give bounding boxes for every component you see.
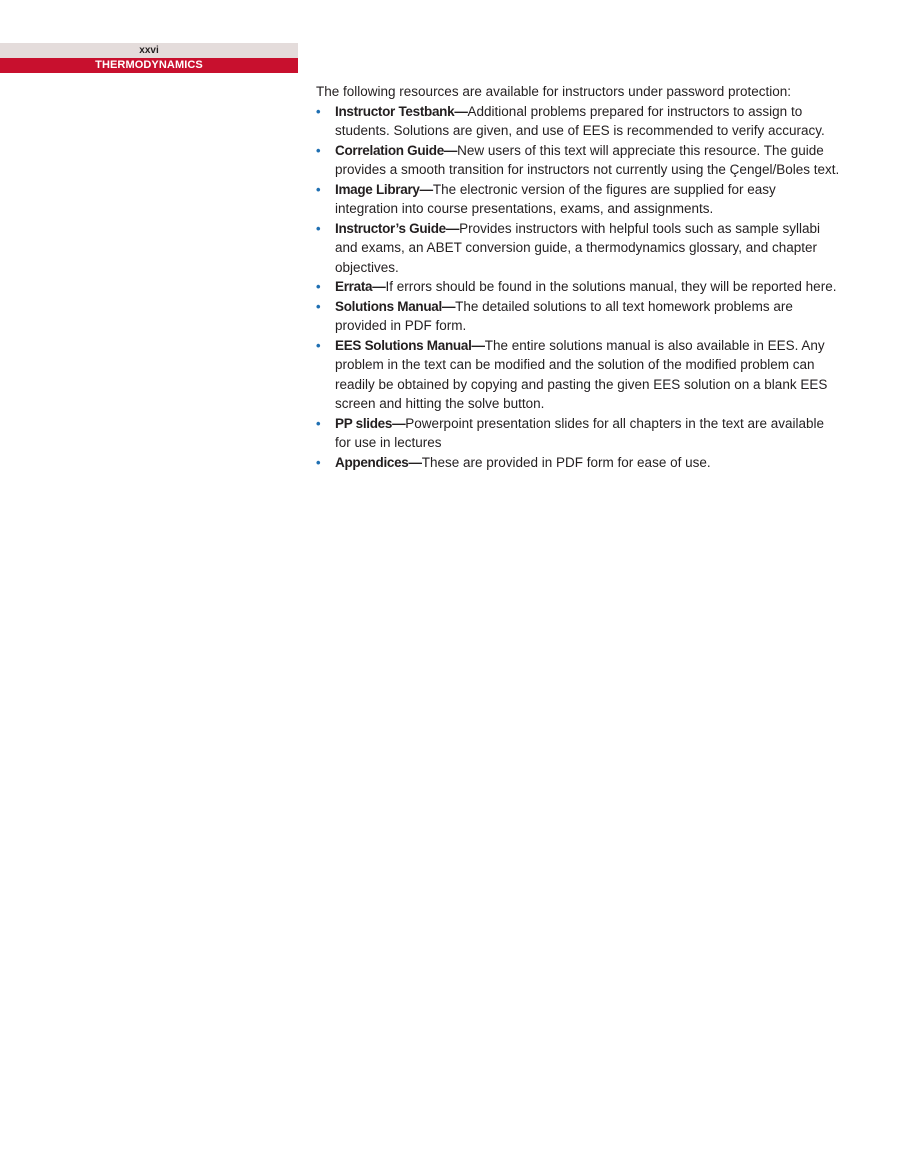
item-text: The electronic version of the figures are supplied for easy integration into course presentations, exams, and assignments. bbox=[335, 181, 776, 216]
list-item bbox=[316, 180, 840, 219]
list-item bbox=[316, 336, 840, 414]
list-item bbox=[316, 102, 840, 141]
item-term: Solutions Manual— bbox=[335, 298, 456, 314]
item-text: The detailed solutions to all text homework problems are provided in PDF form. bbox=[335, 298, 793, 333]
bullet-icon: • bbox=[316, 337, 321, 353]
main-content bbox=[316, 82, 840, 472]
list-item bbox=[316, 277, 840, 297]
bullet-icon: • bbox=[316, 415, 321, 431]
item-text: Provides instructors with helpful tools such as sample syllabi and exams, an ABET conversion guide, a thermodynamics glossary, and chapter objectives. bbox=[335, 220, 820, 275]
item-term: Correlation Guide— bbox=[335, 142, 458, 158]
item-text: Powerpoint presentation slides for all chapters in the text are available for use in lectures bbox=[335, 415, 825, 450]
page-header bbox=[0, 43, 298, 73]
intro-paragraph: The following resources are available for instructors under password protection: bbox=[316, 84, 791, 99]
resource-list bbox=[316, 102, 840, 473]
bullet-icon: • bbox=[316, 220, 321, 236]
bullet-icon: • bbox=[316, 181, 321, 197]
list-item bbox=[316, 414, 840, 453]
item-term: Instructor’s Guide— bbox=[335, 220, 460, 236]
page-number: xxvi bbox=[0, 43, 298, 58]
bullet-icon: • bbox=[316, 298, 321, 314]
running-title: THERMODYNAMICS bbox=[0, 58, 298, 73]
list-item bbox=[316, 297, 840, 336]
item-term: Errata— bbox=[335, 279, 386, 294]
item-text: Additional problems prepared for instructors to assign to students. Solutions are given, and use of EES is recommended to verify accuracy. bbox=[335, 103, 825, 138]
list-item bbox=[316, 453, 840, 473]
item-text: These are provided in PDF form for ease of use. bbox=[421, 454, 711, 470]
item-text: New users of this text will appreciate this resource. The guide provides a smooth transition for instructors not currently using the Çengel/Boles text. bbox=[335, 142, 840, 177]
bullet-icon: • bbox=[316, 454, 321, 470]
item-text: If errors should be found in the solutions manual, they will be reported here. bbox=[385, 279, 837, 294]
list-item bbox=[316, 141, 840, 180]
item-term: EES Solutions Manual— bbox=[335, 337, 485, 353]
item-term: Image Library— bbox=[335, 181, 433, 197]
item-term: Instructor Testbank— bbox=[335, 103, 468, 119]
bullet-icon: • bbox=[316, 103, 321, 119]
item-text: The entire solutions manual is also available in EES. Any problem in the text can be modified and the solution of the modified problem can readily be obtained by copying and pasting the given EES solution on a blank EES screen and hitting the solve button. bbox=[335, 337, 828, 411]
list-item bbox=[316, 219, 840, 278]
bullet-icon: • bbox=[316, 279, 321, 294]
item-term: PP slides— bbox=[335, 415, 406, 431]
bullet-icon: • bbox=[316, 142, 321, 158]
item-term: Appendices— bbox=[335, 454, 422, 470]
